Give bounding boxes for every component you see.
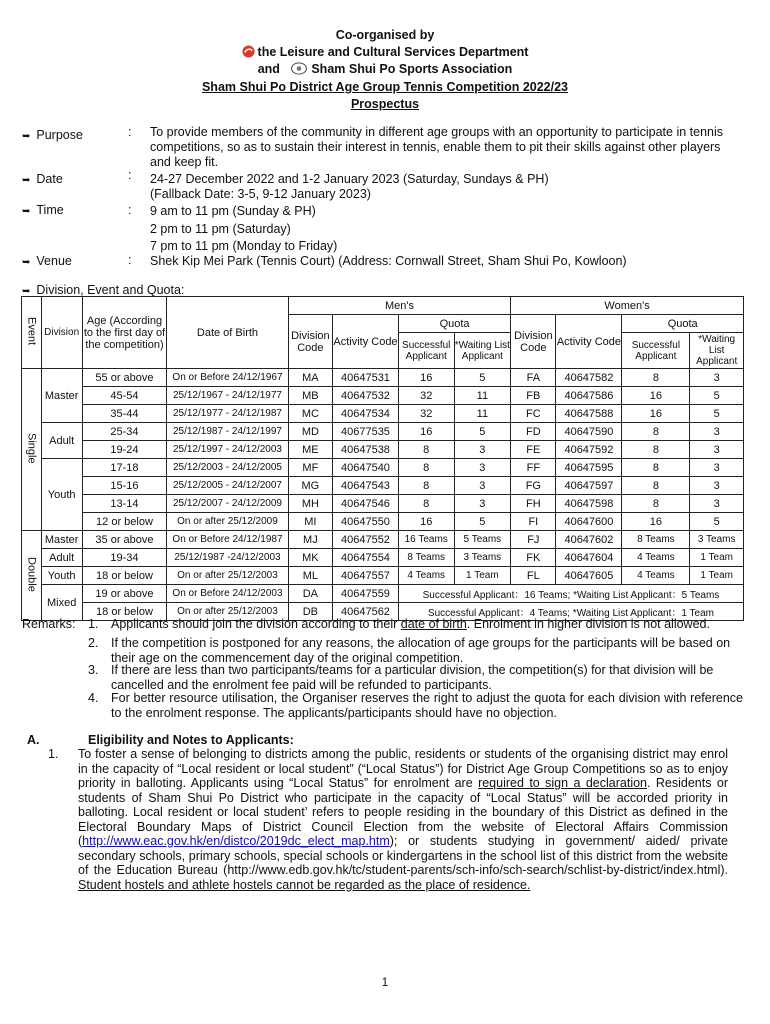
fact-cell: 40647605 — [556, 567, 622, 585]
mcode-cell: MK — [288, 549, 332, 567]
mcode-cell: MF — [288, 459, 332, 477]
mact-cell: 40647554 — [333, 549, 399, 567]
fact-cell: 40647597 — [556, 477, 622, 495]
age-cell: 25-34 — [82, 423, 166, 441]
mixed-quota-cell: Successful Applicant：4 Teams; *Waiting List Applicant：1 Team — [398, 603, 743, 621]
dob-cell: 25/12/1987 - 24/12/1997 — [167, 423, 289, 441]
date-label: ➥ Date — [22, 172, 63, 186]
fcode-cell: FK — [511, 549, 556, 567]
ms-cell: 8 — [398, 495, 454, 513]
ms-cell: 8 — [398, 477, 454, 495]
dob-cell: On or after 25/12/2003 — [167, 603, 289, 621]
arrow-bullet-icon: ➥ — [22, 131, 31, 142]
fs-cell: 8 — [622, 459, 690, 477]
mcode-cell: MG — [288, 477, 332, 495]
eac-link[interactable]: http://www.eac.gov.hk/en/distco/2019dc_elect_map.htm — [82, 834, 390, 848]
mw-cell: 3 — [454, 441, 511, 459]
date-text: 24-27 December 2022 and 1-2 January 2023 (Saturday, Sundays & PH) (Fallback Date: 3-5, 9-12 January 2023) — [150, 172, 549, 201]
time-text: 9 am to 11 pm (Sunday & PH) 2 pm to 11 pm (Saturday) 7 pm to 11 pm (Monday to Friday) — [150, 204, 338, 253]
ms-cell: 8 Teams — [398, 549, 454, 567]
mixed-code-cell: DB — [288, 603, 332, 621]
age-cell: 35-44 — [82, 405, 166, 423]
ms-cell: 16 — [398, 369, 454, 387]
remark-4: For better resource utilisation, the Organiser reserves the right to adjust the quota for each division with reference to the enrolment response. The applicants/participants should have no objection. — [111, 691, 743, 720]
fcode-cell: FG — [511, 477, 556, 495]
page-number: 1 — [381, 975, 389, 989]
mens-quota-header: Quota — [398, 315, 510, 333]
age-header: Age (According to the first day of the competition) — [82, 297, 166, 369]
remarks-label: Remarks: — [22, 617, 76, 631]
mw-cell: 5 Teams — [454, 531, 511, 549]
age-cell: 18 or below — [82, 603, 166, 621]
venue-text: Shek Kip Mei Park (Tennis Court) (Address: Cornwall Street, Sham Shui Po, Kowloon) — [150, 254, 627, 268]
ms-cell: 8 — [398, 441, 454, 459]
colon: : — [128, 125, 132, 139]
mact-cell: 40647557 — [333, 567, 399, 585]
mact-cell: 40647546 — [333, 495, 399, 513]
dob-cell: 25/12/2007 - 24/12/2009 — [167, 495, 289, 513]
mact-cell: 40647532 — [333, 387, 399, 405]
division-cell: Adult — [41, 549, 82, 567]
table-row — [22, 441, 744, 459]
mact-cell: 40647534 — [333, 405, 399, 423]
mcode-cell: MD — [288, 423, 332, 441]
table-row — [22, 567, 744, 585]
mw-cell: 1 Team — [454, 567, 511, 585]
age-cell: 45-54 — [82, 387, 166, 405]
mixed-act-cell: 40647559 — [333, 585, 399, 603]
dob-cell: 25/12/1967 - 24/12/1977 — [167, 387, 289, 405]
fcode-cell: FD — [511, 423, 556, 441]
section-a-title: Eligibility and Notes to Applicants: — [88, 733, 294, 747]
ms-cell: 16 — [398, 513, 454, 531]
mcode-cell: ML — [288, 567, 332, 585]
quota-table — [21, 296, 744, 621]
mcode-cell: MH — [288, 495, 332, 513]
mact-cell: 40647538 — [333, 441, 399, 459]
mcode-cell: MI — [288, 513, 332, 531]
fcode-cell: FC — [511, 405, 556, 423]
dob-cell: 25/12/2003 - 24/12/2005 — [167, 459, 289, 477]
age-cell: 55 or above — [82, 369, 166, 387]
mw-cell: 11 — [454, 405, 511, 423]
remark-2: If the competition is postponed for any reasons, the allocation of age groups for the participants will be based on their age on the commencement day of the original competition. — [111, 636, 731, 665]
purpose-text: To provide members of the community in different age groups with an opportunity to participate in tennis competitions, so as to sustain their interest in tennis, enable them to pit their skills against other players and keep fit. — [150, 125, 723, 169]
section-a-letter: A. — [27, 733, 40, 747]
mw-cell: 3 — [454, 477, 511, 495]
mw-cell: 3 — [454, 495, 511, 513]
division-cell: Youth — [41, 567, 82, 585]
fw-cell: 3 Teams — [690, 531, 744, 549]
fcode-cell: FA — [511, 369, 556, 387]
fs-cell: 8 — [622, 369, 690, 387]
mw-cell: 5 — [454, 423, 511, 441]
dob-cell: 25/12/1977 - 24/12/1987 — [167, 405, 289, 423]
table-row — [22, 387, 744, 405]
document-subtitle: Prospectus — [350, 97, 420, 111]
fs-cell: 16 — [622, 513, 690, 531]
table-row — [22, 531, 744, 549]
fs-cell: 16 — [622, 405, 690, 423]
event-single — [22, 369, 42, 531]
womens-actcode-header: Activity Code — [556, 315, 622, 369]
remark-number: 2. — [88, 636, 99, 650]
division-heading: ➥ Division, Event and Quota: — [22, 283, 185, 297]
mixed-code-cell: DA — [288, 585, 332, 603]
womens-successful-header: Successful Applicant — [622, 333, 690, 369]
purpose-label: ➥ Purpose — [22, 128, 83, 142]
mixed-quota-cell: Successful Applicant：16 Teams; *Waiting List Applicant：5 Teams — [398, 585, 743, 603]
mcode-cell: MB — [288, 387, 332, 405]
dob-cell: On or after 25/12/2009 — [167, 513, 289, 531]
association-logo-icon — [290, 62, 308, 75]
division-header: Division — [41, 297, 82, 369]
header-line2: the Leisure and Cultural Services Department — [0, 45, 770, 59]
fact-cell: 40647582 — [556, 369, 622, 387]
fs-cell: 4 Teams — [622, 549, 690, 567]
arrow-bullet-icon: ➥ — [22, 206, 31, 217]
mw-cell: 5 — [454, 513, 511, 531]
division-cell: Master — [41, 531, 82, 549]
fact-cell: 40647598 — [556, 495, 622, 513]
remark-number: 3. — [88, 663, 99, 677]
womens-quota-header: Quota — [622, 315, 744, 333]
age-cell: 35 or above — [82, 531, 166, 549]
mw-cell: 11 — [454, 387, 511, 405]
fw-cell: 3 — [690, 441, 744, 459]
fs-cell: 8 — [622, 423, 690, 441]
fs-cell: 16 — [622, 387, 690, 405]
dob-cell: 25/12/1997 - 24/12/2003 — [167, 441, 289, 459]
dob-cell: On or Before 24/12/2003 — [167, 585, 289, 603]
colon: : — [128, 253, 132, 267]
fs-cell: 8 — [622, 441, 690, 459]
mens-header: Men's — [288, 297, 510, 315]
document-title: Sham Shui Po District Age Group Tennis Competition 2022/23 — [201, 80, 569, 94]
dob-cell: 25/12/2005 - 24/12/2007 — [167, 477, 289, 495]
table-row — [22, 549, 744, 567]
colon: : — [128, 168, 132, 182]
mw-cell: 3 — [454, 459, 511, 477]
fact-cell: 40647602 — [556, 531, 622, 549]
remark-number: 1. — [88, 617, 99, 631]
womens-waiting-header: *Waiting List Applicant — [690, 333, 744, 369]
table-row — [22, 495, 744, 513]
fw-cell: 1 Team — [690, 549, 744, 567]
fcode-cell: FI — [511, 513, 556, 531]
mact-cell: 40647552 — [333, 531, 399, 549]
dob-cell: On or Before 24/12/1967 — [167, 369, 289, 387]
section-a-paragraph: To foster a sense of belonging to districts among the public, residents or students of the organising district may enrol in the capacity of “Local resident or local student” (“Local Status”) for District Age Group Competitions so as to enjoy priority in balloting. Applicants using “Local Status” for enrolment are required to sign a declaration. Residents or students of Sham Shui Po District who participate in the capacity of “Local Status” will be accorded priority in balloting. Local resident or local student’ refers to people residing in the boundary of this District as defined in the Electoral Boundary Maps of District Council Election from the website of Electoral Affairs Commission (http://www.eac.gov.hk/en/distco/2019dc_elect_map.htm); or students studying in government/ aided/ private secondary schools, primary schools, special schools or kindergartens in the school list of this district from the website of the Education Bureau (http://www.edb.gov.hk/tc/student-parents/sch-info/sch-search/schlist-by-district/index.html). Student hostels and athlete hostels cannot be regarded as the place of residence. — [78, 747, 728, 892]
fw-cell: 3 — [690, 423, 744, 441]
age-cell: 12 or below — [82, 513, 166, 531]
fs-cell: 4 Teams — [622, 567, 690, 585]
fact-cell: 40647592 — [556, 441, 622, 459]
header-line3: and Sham Shui Po Sports Association — [257, 62, 513, 76]
fact-cell: 40647590 — [556, 423, 622, 441]
mact-cell: 40677535 — [333, 423, 399, 441]
womens-divcode-header: Division Code — [511, 315, 556, 369]
mens-actcode-header: Activity Code — [333, 315, 399, 369]
fw-cell: 3 — [690, 495, 744, 513]
fw-cell: 3 — [690, 477, 744, 495]
ms-cell: 4 Teams — [398, 567, 454, 585]
fcode-cell: FE — [511, 441, 556, 459]
fw-cell: 5 — [690, 405, 744, 423]
venue-label: ➥ Venue — [22, 254, 72, 268]
ms-cell: 8 — [398, 459, 454, 477]
lcsd-logo-icon — [242, 45, 255, 58]
remark-3: If there are less than two participants/teams for a particular division, the competition(s) for that division will be cancelled and the enrolment fee paid will be refunded to participants. — [111, 663, 714, 692]
mens-waiting-header: *Waiting List Applicant — [454, 333, 511, 369]
arrow-bullet-icon: ➥ — [22, 286, 31, 297]
fcode-cell: FJ — [511, 531, 556, 549]
remark-1: Applicants should join the division according to their date of birth. Enrolment in higher division is not allowed. — [111, 617, 710, 631]
age-cell: 19-34 — [82, 549, 166, 567]
fact-cell: 40647600 — [556, 513, 622, 531]
fcode-cell: FL — [511, 567, 556, 585]
event-header: Event — [22, 297, 42, 369]
table-row — [22, 423, 744, 441]
table-row — [22, 459, 744, 477]
fact-cell: 40647588 — [556, 405, 622, 423]
fw-cell: 5 — [690, 513, 744, 531]
section-a-item-number: 1. — [48, 747, 59, 761]
fcode-cell: FF — [511, 459, 556, 477]
event-double-label: Double — [25, 556, 38, 592]
age-cell: 17-18 — [82, 459, 166, 477]
table-row — [22, 369, 744, 387]
fcode-cell: FB — [511, 387, 556, 405]
mact-cell: 40647543 — [333, 477, 399, 495]
fcode-cell: FH — [511, 495, 556, 513]
ms-cell: 16 — [398, 423, 454, 441]
table-row — [22, 585, 744, 603]
remark-number: 4. — [88, 691, 99, 705]
fw-cell: 5 — [690, 387, 744, 405]
fs-cell: 8 — [622, 495, 690, 513]
dob-cell: On or Before 24/12/1987 — [167, 531, 289, 549]
fs-cell: 8 Teams — [622, 531, 690, 549]
arrow-bullet-icon: ➥ — [22, 175, 31, 186]
fw-cell: 1 Team — [690, 567, 744, 585]
mw-cell: 3 Teams — [454, 549, 511, 567]
mixed-act-cell: 40647562 — [333, 603, 399, 621]
mact-cell: 40647540 — [333, 459, 399, 477]
mcode-cell: MA — [288, 369, 332, 387]
mcode-cell: ME — [288, 441, 332, 459]
colon: : — [128, 203, 132, 217]
fw-cell: 3 — [690, 459, 744, 477]
fw-cell: 3 — [690, 369, 744, 387]
dob-cell: 25/12/1987 -24/12/2003 — [167, 549, 289, 567]
dob-header: Date of Birth — [167, 297, 289, 369]
fact-cell: 40647595 — [556, 459, 622, 477]
age-cell: 19 or above — [82, 585, 166, 603]
table-row — [22, 477, 744, 495]
mens-successful-header: Successful Applicant — [398, 333, 454, 369]
mcode-cell: MC — [288, 405, 332, 423]
mw-cell: 5 — [454, 369, 511, 387]
fs-cell: 8 — [622, 477, 690, 495]
table-row — [22, 513, 744, 531]
event-double — [22, 531, 42, 621]
fact-cell: 40647586 — [556, 387, 622, 405]
ms-cell: 16 Teams — [398, 531, 454, 549]
event-single-label: Single — [25, 432, 38, 464]
time-label: ➥ Time — [22, 203, 64, 217]
division-cell: Mixed — [41, 585, 82, 621]
mact-cell: 40647531 — [333, 369, 399, 387]
header-line1: Co-organised by — [335, 28, 435, 42]
ms-cell: 32 — [398, 405, 454, 423]
womens-header: Women's — [511, 297, 744, 315]
mens-divcode-header: Division Code — [288, 315, 332, 369]
mcode-cell: MJ — [288, 531, 332, 549]
dob-cell: On or after 25/12/2003 — [167, 567, 289, 585]
table-row — [22, 405, 744, 423]
age-cell: 19-24 — [82, 441, 166, 459]
age-cell: 18 or below — [82, 567, 166, 585]
age-cell: 13-14 — [82, 495, 166, 513]
ms-cell: 32 — [398, 387, 454, 405]
division-cell: Adult — [41, 423, 82, 459]
division-cell: Master — [41, 369, 82, 423]
arrow-bullet-icon: ➥ — [22, 257, 31, 268]
division-cell: Youth — [41, 459, 82, 531]
age-cell: 15-16 — [82, 477, 166, 495]
fact-cell: 40647604 — [556, 549, 622, 567]
mact-cell: 40647550 — [333, 513, 399, 531]
